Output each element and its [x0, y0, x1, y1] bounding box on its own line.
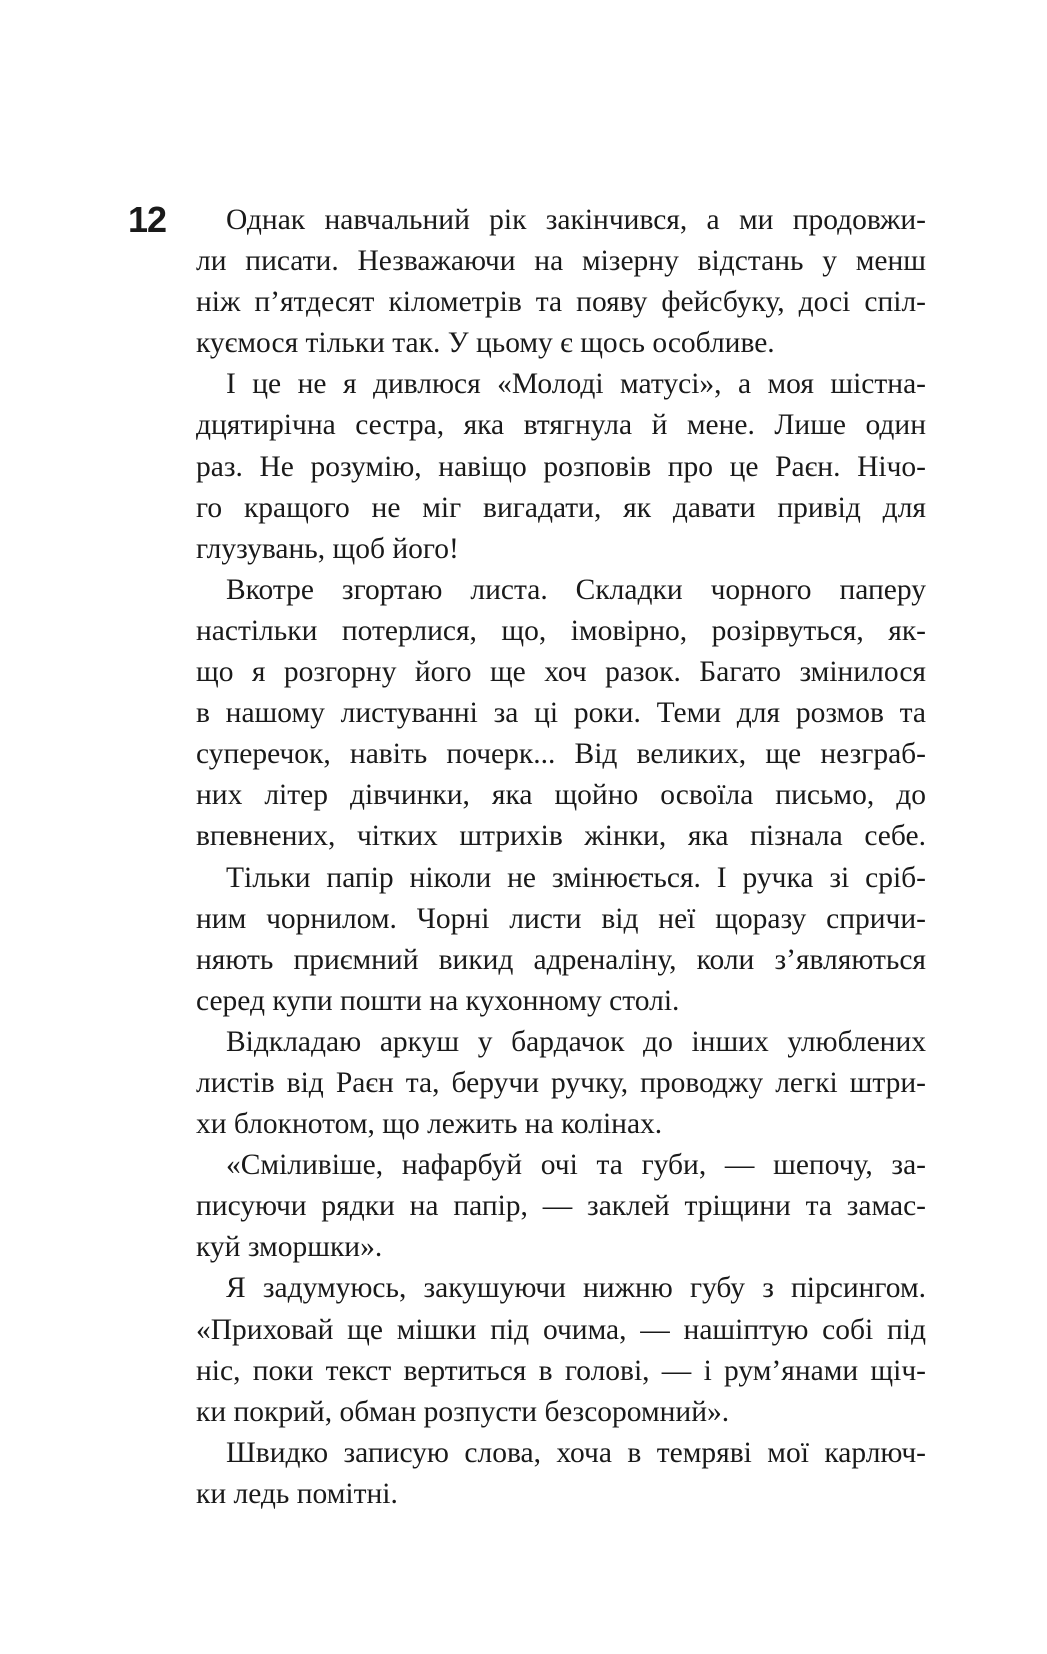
- text-line: писуючи рядки на папір, — заклей тріщини та замас-: [196, 1190, 926, 1223]
- text-line: ки ледь помітні.: [196, 1477, 398, 1510]
- text-line: настільки потерлися, що, імовірно, розірвуться, як-: [196, 614, 926, 647]
- text-line: го кращого не міг вигадати, як давати привід для: [196, 491, 926, 524]
- text-line: І це не я дивлюся «Молоді матусі», а моя шістна-: [226, 368, 926, 401]
- text-line: «Приховай ще мішки під очима, — нашіптую собі під: [196, 1313, 926, 1346]
- text-line: впевнених, чітких штрихів жінки, яка пізнала себе.: [196, 820, 926, 853]
- page-number: 12: [128, 199, 167, 240]
- text-line: листів від Раєн та, беручи ручку, проводжу легкі штри-: [196, 1066, 926, 1099]
- text-line: дцятирічна сестра, яка втягнула й мене. Лише один: [196, 409, 926, 442]
- text-line: ки покрий, обман розпусти безсоромний».: [196, 1395, 730, 1428]
- text-line: в нашому листуванні за ці роки. Теми для розмов та: [196, 697, 926, 730]
- body-text: [196, 200, 926, 1515]
- text-line: хи блокнотом, що лежить на колінах.: [196, 1108, 663, 1141]
- text-line: Тільки папір ніколи не змінюється. І ручка зі сріб-: [226, 861, 926, 894]
- text-line: ним чорнилом. Чорні листи від неї щоразу спричи-: [196, 902, 926, 935]
- text-line: Відкладаю аркуш у бардачок до інших улюблених: [226, 1025, 926, 1058]
- text-line: ли писати. Незважаючи на мізерну відстань у менш: [196, 245, 926, 278]
- text-line: Я задумуюсь, закушуючи нижню губу з пірсингом.: [226, 1272, 926, 1305]
- text-line: серед купи пошти на кухонному столі.: [196, 984, 680, 1017]
- text-line: ніж п’ятдесят кілометрів та появу фейсбуку, досі спіл-: [196, 286, 926, 319]
- text-line: ніс, поки текст вертиться в голові, — і рум’янами щіч-: [196, 1354, 926, 1387]
- text-line: куй зморшки».: [196, 1231, 383, 1264]
- text-line: Швидко записую слова, хоча в темряві мої карлюч-: [226, 1436, 926, 1469]
- text-line: няють приємний викид адреналіну, коли з’являються: [196, 943, 926, 976]
- text-line: раз. Не розумію, навіщо розповів про це Раєн. Нічо-: [196, 450, 926, 483]
- text-line: «Сміливіше, нафарбуй очі та губи, — шепочу, за-: [226, 1149, 926, 1182]
- text-line: суперечок, навіть почерк... Від великих, ще незграб-: [196, 738, 926, 771]
- text-line: Однак навчальний рік закінчився, а ми продовжи-: [226, 204, 926, 236]
- text-line: них літер дівчинки, яка щойно освоїла письмо, до: [196, 779, 926, 812]
- text-line: куємося тільки так. У цьому є щось особливе.: [196, 327, 775, 360]
- text-line: глузувань, щоб його!: [196, 532, 459, 565]
- text-line: що я розгорну його ще хоч разок. Багато змінилося: [196, 656, 926, 689]
- text-line: Вкотре згортаю листа. Складки чорного паперу: [226, 573, 926, 606]
